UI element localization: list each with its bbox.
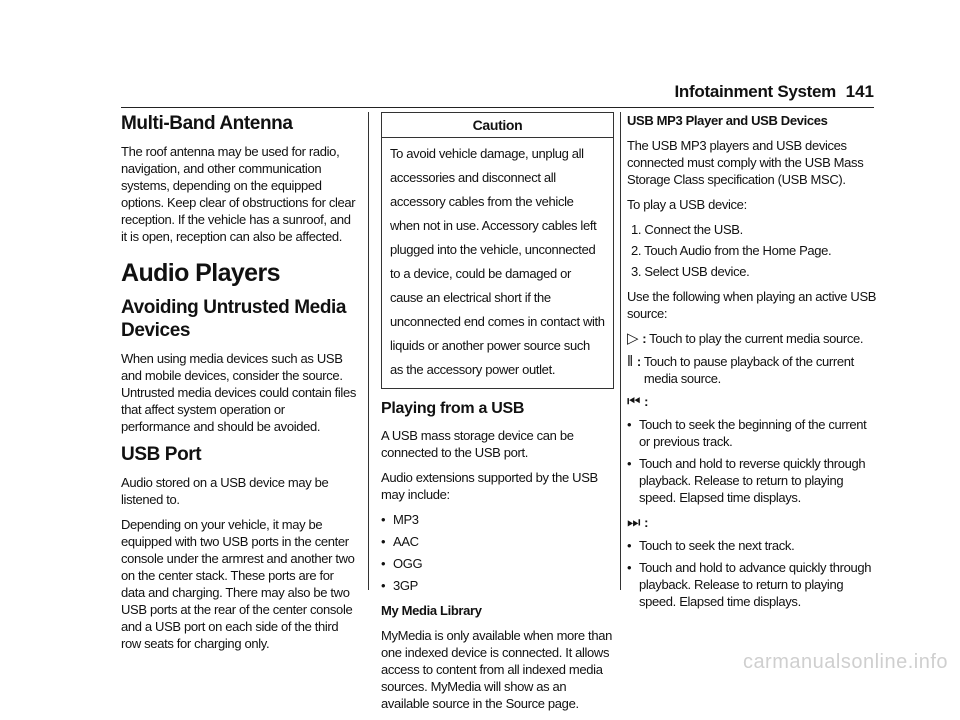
list-item: • Touch and hold to reverse quickly through playback. Release to return to playing speed. Elapsed time displays. — [627, 455, 877, 506]
playing-usb-text-1: A USB mass storage device can be connected to the USB port. — [381, 428, 574, 460]
list-item: • MP3 — [381, 511, 614, 528]
list-item: 2. Touch Audio from the Home Page. — [631, 243, 832, 258]
column-2 — [381, 112, 614, 720]
list-item: • Touch to seek the next track. — [627, 537, 877, 554]
list-item: 1. Connect the USB. — [631, 222, 743, 237]
column-divider-2 — [620, 112, 621, 590]
pause-control: ‖ : Touch to pause playback of the current media source. — [627, 353, 877, 387]
column-divider-1 — [368, 112, 369, 590]
usb-port-heading: USB Port — [121, 444, 202, 465]
mp3-heading: USB MP3 Player and USB Devices — [627, 113, 828, 128]
audio-players-heading: Audio Players — [121, 259, 280, 287]
section-title: Infotainment System — [674, 82, 836, 101]
mp3-text: The USB MP3 players and USB devices connected must comply with the USB Mass Storage Class specification (USB MSC). — [627, 138, 864, 187]
next-control: ⏭ : — [627, 514, 649, 531]
playing-usb-text-2: Audio extensions supported by the USB may include: — [381, 470, 598, 502]
usb-port-text-1: Audio stored on a USB device may be listened to. — [121, 475, 329, 507]
antenna-heading: Multi-Band Antenna — [121, 113, 293, 134]
column-3 — [627, 112, 877, 618]
list-item: • 3GP — [381, 577, 614, 594]
prev-list — [627, 416, 877, 506]
prev-control: ⏮ : — [627, 393, 649, 410]
play-icon: ▷ — [627, 330, 639, 347]
list-item: • Touch and hold to advance quickly through playback. Release to return to playing speed. Elapsed time displays. — [627, 559, 877, 610]
watermark: carmanualsonline.info — [742, 651, 948, 673]
usb-port-text-2: Depending on your vehicle, it may be equipped with two USB ports in the center console under the armrest and another two on the center stack. These ports are for data and charging. There may also be two USB ports at the rear of the center console and a USB port on each side of the third row seats for charging only. — [121, 517, 355, 651]
mymedia-heading: My Media Library — [381, 603, 482, 618]
caution-text: To avoid vehicle damage, unplug all accessories and disconnect all accessory cables from the vehicle when not in use. Accessory cables left plugged into the vehicle, unconnected to a device, could be damaged or cause an electrical short if the unconnected end comes in contact with liquids or another power source such as the accessory power outlet. — [390, 146, 605, 377]
header-rule — [121, 107, 874, 108]
next-list — [627, 537, 877, 610]
untrusted-text: When using media devices such as USB and mobile devices, consider the source. Untrusted media devices could contain files that affect system operation or performance and should be avoided. — [121, 351, 356, 434]
caution-title: Caution — [382, 113, 613, 138]
pause-icon: ‖ — [627, 353, 633, 370]
antenna-text: The roof antenna may be used for radio, navigation, and other communication systems, depending on the equipped options. Keep clear of obstructions for clear reception. If the vehicle has a sunroof, and it is open, reception can also be affected. — [121, 144, 356, 244]
steps-list — [627, 221, 877, 280]
untrusted-heading: Avoiding Untrusted Media Devices — [121, 297, 347, 341]
list-item: • Touch to seek the beginning of the current or previous track. — [627, 416, 877, 450]
column-1 — [121, 112, 357, 660]
pause-text: Touch to pause playback of the current media source. — [643, 354, 854, 386]
play-text: Touch to play the current media source. — [649, 331, 864, 346]
page-header — [0, 82, 960, 106]
next-track-icon: ⏭ — [627, 514, 641, 531]
mymedia-text: MyMedia is only available when more than one indexed device is connected. It allows access to content from all indexed media sources. MyMedia will show as an available source in the Source page. — [381, 628, 612, 711]
previous-track-icon: ⏮ — [627, 393, 641, 410]
play-intro: To play a USB device: — [627, 197, 747, 212]
caution-box — [381, 112, 614, 389]
list-item: 3. Select USB device. — [631, 264, 750, 279]
list-item: • AAC — [381, 533, 614, 550]
list-item: • OGG — [381, 555, 614, 572]
page-number: 141 — [845, 82, 874, 101]
play-control: ▷ : Touch to play the current media source. — [627, 330, 864, 347]
active-intro: Use the following when playing an active USB source: — [627, 289, 877, 321]
extension-list — [381, 511, 614, 594]
playing-usb-heading: Playing from a USB — [381, 400, 525, 417]
